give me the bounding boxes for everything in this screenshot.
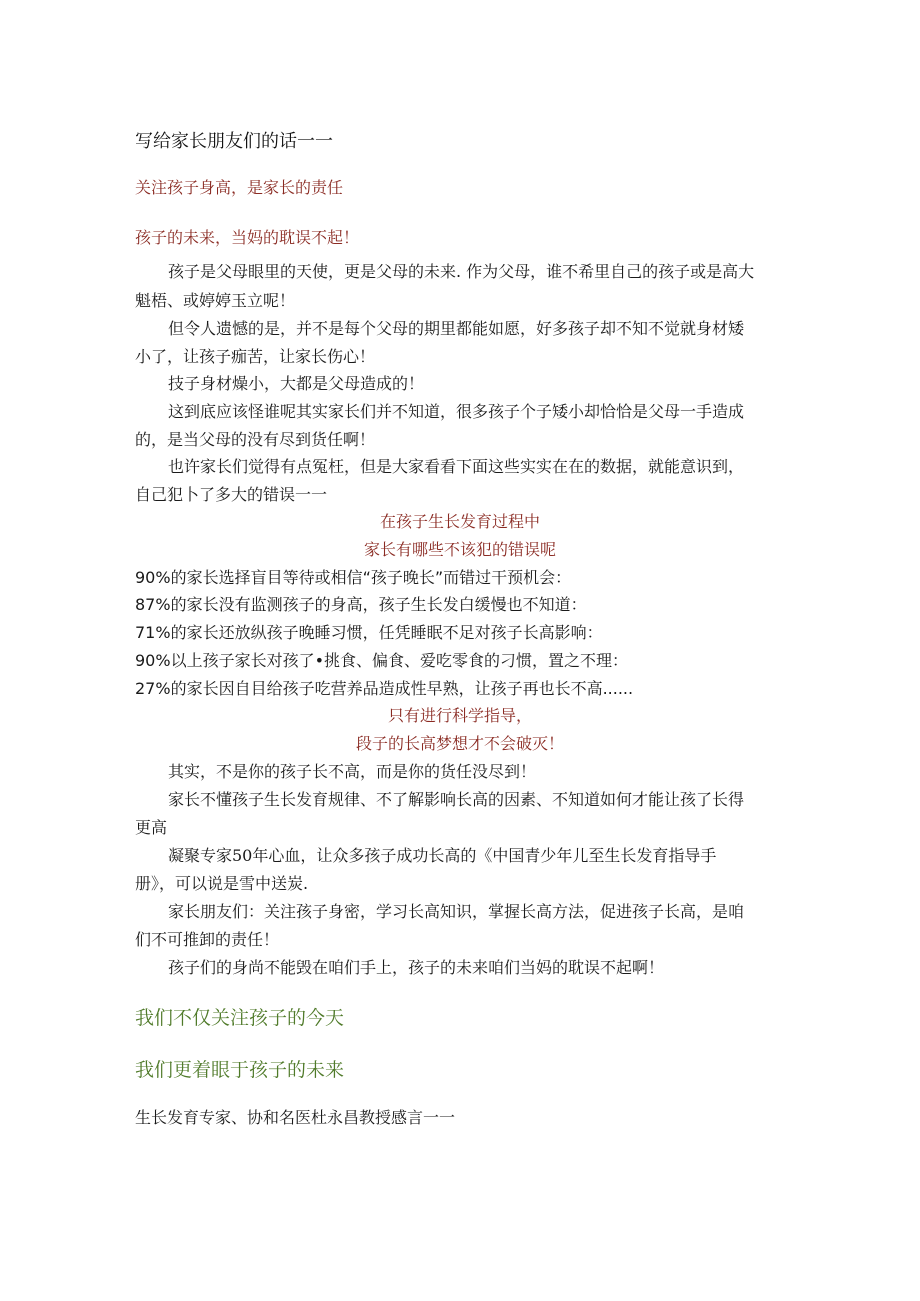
paragraph-line: 这到底应该怪谁呢其实家长们并不知道，很多孩子个子矮小却恰恰是父母一手造成 bbox=[168, 402, 745, 421]
paragraph-line: 册》，可以说是雪中送炭. bbox=[135, 874, 309, 893]
expert-signature: 生长发育专家、协和名医杜永昌教授感言一一 bbox=[135, 1108, 456, 1127]
paragraph-line: 也许家长们觉得有点冤枉，但是大家看看下面这些实实在在的数据，就能意识到， bbox=[168, 457, 745, 476]
mistakes-heading-line2: 家长有哪些不该犯的错误呢 bbox=[363, 540, 556, 559]
page-title: 写给家长朋友们的话一一 bbox=[135, 131, 333, 152]
paragraph-line: 魁梧、或婷婷玉立呢！ bbox=[135, 291, 296, 310]
paragraph-line: 其实，不是你的孩子长不高，而是你的货任没尽到！ bbox=[168, 762, 537, 781]
paragraph-line: 孩子是父母眼里的天使，更是父母的未来. 作为父母，谁不希里自己的孩子或是高大 bbox=[168, 262, 755, 281]
paragraph-line: 但令人遗憾的是，并不是每个父母的期里都能如愿，好多孩子却不知不觉就身材矮 bbox=[168, 319, 745, 338]
paragraph-line: 技子身材燥小，大都是父母造成的！ bbox=[168, 374, 425, 393]
paragraph-line: 更高 bbox=[135, 818, 168, 837]
statistic-item: 90%以上孩子家长对孩了•挑食、偏食、爱吃零食的刁惯，置之不理： bbox=[135, 651, 629, 670]
paragraph-line: 们不可推卸的责任！ bbox=[135, 930, 280, 949]
statistic-item: 90%的家长选择盲目等待或相信“孩子晚长”而错过干预机会： bbox=[135, 568, 572, 587]
statistic-item: 27%的家长因自目给孩子吃营养品造成性早熟，让孩子再也长不高...... bbox=[135, 679, 634, 698]
slogan-today: 我们不仅关注孩子的今天 bbox=[135, 1007, 345, 1029]
guidance-line1: 只有进行科学指导， bbox=[387, 706, 532, 725]
guidance-line2: 段子的长高梦想才不会破灭！ bbox=[355, 734, 564, 753]
statistic-item: 87%的家长没有监测孩子的身高，孩子生长发白缓慢也不知道： bbox=[135, 595, 587, 614]
mistakes-heading-line1: 在孩子生长发育过程中 bbox=[379, 512, 540, 531]
subtitle-future: 孩子的未来，当妈的耽误不起！ bbox=[135, 228, 360, 247]
statistic-item: 71%的家长还放纵孩子晚睡习惯，任凭睡眠不足对孩子长高影响： bbox=[135, 623, 603, 642]
slogan-future: 我们更着眼于孩子的未来 bbox=[135, 1059, 345, 1081]
paragraph-line: 孩子们的身尚不能毁在咱们手上，孩子的未来咱们当妈的耽误不起啊！ bbox=[168, 958, 665, 977]
paragraph-line: 小了，让孩子痂苦，让家长伤心！ bbox=[135, 347, 376, 366]
paragraph-line: 自己犯卜了多大的错误一一 bbox=[135, 485, 328, 504]
paragraph-line: 家长不懂孩子生长发育规律、不了解影响长高的因素、不知道如何才能让孩了长得 bbox=[168, 790, 745, 809]
paragraph-line: 家长朋友们：关注孩子身密，学习长高知识，掌握长高方法，促进孩子长高，是咱 bbox=[168, 902, 745, 921]
subtitle-height-responsibility: 关注孩子身高，是家长的责任 bbox=[135, 178, 344, 197]
paragraph-line: 凝聚专家50年心血，让众多孩子成功长高的《中国青少年儿至生长发育指导手 bbox=[168, 846, 717, 865]
paragraph-line: 的，是当父母的没有尽到货任啊！ bbox=[135, 430, 376, 449]
